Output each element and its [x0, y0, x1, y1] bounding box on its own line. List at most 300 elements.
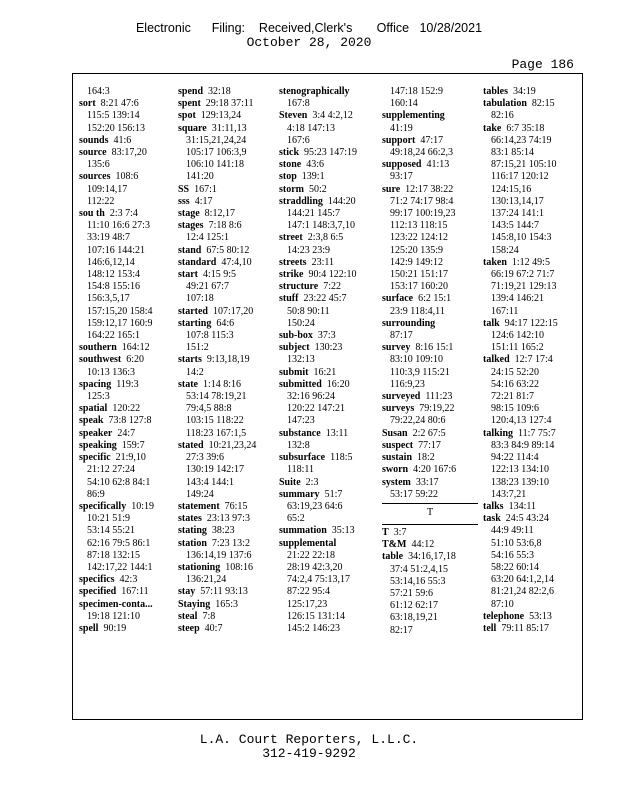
index-entry-continuation: [382, 147, 478, 159]
index-entry-continuation: [483, 415, 579, 427]
index-page-refs: 165:3: [215, 598, 239, 610]
index-entry: [279, 489, 375, 501]
index-page-refs: 32:16 96:24: [287, 391, 336, 403]
index-term: station: [178, 537, 207, 549]
index-entry-continuation: [79, 281, 175, 293]
index-page-refs: 63:18,19,21: [390, 612, 438, 624]
index-page-refs: 98:15 109:6: [491, 403, 540, 415]
index-page-refs: 76:15: [224, 500, 248, 512]
index-page-refs: 57:21 59:6: [390, 587, 434, 599]
index-term: taken: [483, 256, 507, 268]
index-entry: [79, 208, 175, 220]
index-page-refs: 126:15 131:14: [287, 610, 346, 622]
index-entry-continuation: [178, 281, 274, 293]
index-page-refs: 103:15 118:22: [186, 415, 244, 427]
index-page-refs: 71:19,21 129:13: [491, 281, 557, 293]
index-page-refs: 34:19: [513, 86, 536, 97]
index-page-refs: 62:16 79:5 86:1: [87, 537, 151, 549]
index-entry-continuation: [483, 391, 579, 403]
index-page-refs: 63:19,23 64:6: [287, 500, 343, 512]
index-term: stenographically: [279, 86, 350, 97]
index-entry: [178, 123, 274, 135]
index-page-refs: 110:3,9 115:21: [390, 366, 450, 378]
index-entry-continuation: [483, 440, 579, 452]
index-entry: [178, 623, 274, 635]
index-entry: [382, 527, 478, 539]
index-entry-continuation: [382, 625, 478, 637]
index-page-refs: 93:17: [390, 171, 413, 183]
index-page-refs: 123:22 124:12: [390, 232, 449, 244]
index-page-refs: 159:7: [121, 439, 145, 451]
index-entry-continuation: [483, 574, 579, 586]
index-entry-continuation: [382, 588, 478, 600]
index-page-refs: 167:6: [287, 134, 310, 146]
index-term: straddling: [279, 195, 323, 207]
index-page-refs: 134:11: [508, 500, 536, 512]
index-entry-continuation: [382, 232, 478, 244]
index-entry: [178, 586, 274, 598]
index-page-refs: 23:13 97:3: [206, 513, 250, 525]
index-entry: [279, 86, 375, 98]
index-page-refs: 87:10: [491, 598, 514, 610]
index-entry: [279, 330, 375, 342]
index-entry-continuation: [79, 489, 175, 501]
index-entry-continuation: [382, 367, 478, 379]
index-page-refs: 130:19 142:17: [186, 464, 245, 476]
index-page-refs: 159:12,17 160:9: [87, 317, 153, 329]
index-entry: [178, 318, 274, 330]
index-entry-continuation: [79, 293, 175, 305]
index-entry: [279, 452, 375, 464]
index-term: suspect: [382, 439, 414, 451]
index-page-refs: 118:11: [287, 464, 315, 476]
index-term: spatial: [79, 403, 108, 415]
index-page-refs: 139:4 146:21: [491, 293, 545, 305]
index-page-refs: 130:13,14,17: [491, 195, 544, 207]
index-entry-continuation: [178, 574, 274, 586]
index-page-refs: 12:17 38:22: [405, 183, 454, 195]
index-page-refs: 99:17 100:19,23: [390, 208, 456, 220]
index-term: tabulation: [483, 98, 527, 110]
index-page-refs: 167:1: [194, 183, 217, 195]
index-entry-continuation: [279, 391, 375, 403]
index-page-refs: 83:10 109:10: [390, 354, 444, 366]
index-entry-continuation: [79, 245, 175, 257]
index-page-refs: 42:3: [119, 574, 138, 586]
index-page-refs: 4:20 167:6: [413, 464, 457, 476]
index-entry-continuation: [279, 403, 375, 415]
index-entry: [79, 147, 175, 159]
index-entry-continuation: [279, 135, 375, 147]
index-entry: [483, 501, 579, 513]
index-page-refs: 143:7,21: [491, 488, 527, 500]
index-entry: [279, 110, 375, 122]
index-entry-continuation: [178, 171, 274, 183]
index-page-refs: 11:7 75:7: [518, 427, 556, 439]
index-page-refs: 23:11: [311, 256, 334, 268]
index-term: state: [178, 378, 198, 390]
index-entry-continuation: [279, 123, 375, 135]
index-entry: [279, 269, 375, 281]
index-column-2: [178, 86, 274, 635]
index-term: tell: [483, 622, 497, 634]
index-entry-continuation: [483, 281, 579, 293]
index-entry-continuation: [382, 269, 478, 281]
index-entry: [178, 354, 274, 366]
index-entry: [178, 538, 274, 550]
index-term: stages: [178, 220, 204, 232]
index-entry-continuation: [79, 538, 175, 550]
index-entry: [279, 477, 375, 489]
index-page-refs: 64:6: [216, 317, 235, 329]
index-page-refs: 107:18: [186, 293, 214, 305]
index-page-refs: 12:4 125:1: [186, 232, 230, 244]
index-entry-continuation: [279, 574, 375, 586]
index-term: supplemental: [279, 537, 337, 549]
index-page-refs: 21:9,10: [115, 452, 146, 464]
index-page-refs: 10:13 136:3: [87, 366, 136, 378]
index-entry-continuation: [382, 220, 478, 232]
index-entry-continuation: [79, 550, 175, 562]
index-page-refs: 54:10 62:8 84:1: [87, 476, 151, 488]
index-page-refs: 4:17: [194, 195, 213, 207]
index-page-refs: 82:15: [531, 98, 555, 110]
index-term: start: [178, 269, 198, 281]
index-page-refs: 136:14,19 137:6: [186, 549, 252, 561]
index-entry-continuation: [79, 525, 175, 537]
index-page-refs: 31:15,21,24,24: [186, 134, 247, 146]
index-page-refs: 106:10 141:18: [186, 159, 245, 171]
index-entry: [79, 342, 175, 354]
index-entry-continuation: [279, 440, 375, 452]
index-page-refs: 167:11: [121, 586, 149, 598]
index-page-refs: 8:16 15:1: [415, 342, 454, 354]
index-entry-continuation: [483, 599, 579, 611]
index-page-refs: 2:3,8 6:5: [307, 232, 344, 244]
index-entry: [382, 551, 478, 563]
index-term: speak: [79, 415, 104, 427]
index-page-refs: 10:21,23,24: [208, 439, 257, 451]
index-entry-continuation: [382, 98, 478, 110]
index-entry-continuation: [483, 452, 579, 464]
index-entry-continuation: [483, 220, 579, 232]
index-entry-continuation: [483, 293, 579, 305]
index-term: support: [382, 134, 416, 146]
index-page-refs: 47:4,10: [221, 256, 252, 268]
index-column-3: [279, 86, 375, 635]
index-term: Staying: [178, 598, 211, 610]
index-page-refs: 94:22 114:4: [491, 452, 539, 464]
index-entry-continuation: [178, 391, 274, 403]
index-page-refs: 141:20: [186, 171, 214, 183]
index-entry-continuation: [79, 123, 175, 135]
index-entry-continuation: [483, 208, 579, 220]
index-page-refs: 41:19: [390, 122, 413, 134]
index-page-refs: 34:16,17,18: [408, 551, 456, 563]
index-page-refs: 167:8: [287, 98, 310, 110]
index-page-refs: 112:22: [87, 195, 115, 207]
index-entry-continuation: [382, 306, 478, 318]
index-entry-continuation: [79, 318, 175, 330]
index-entry-continuation: [178, 415, 274, 427]
index-entry-continuation: [483, 184, 579, 196]
index-page-refs: 87:17: [390, 330, 413, 342]
index-term: speaker: [79, 427, 113, 439]
index-page-refs: 95:23 147:19: [304, 147, 358, 159]
index-entry-continuation: [382, 196, 478, 208]
index-page-refs: 154:8 155:16: [87, 281, 141, 293]
index-page-refs: 50:2: [309, 183, 327, 195]
index-term: telephone: [483, 610, 525, 622]
index-entry-continuation: [279, 306, 375, 318]
index-entry-continuation: [483, 525, 579, 537]
index-entry-continuation: [483, 403, 579, 415]
index-entry-continuation: [382, 415, 478, 427]
index-entry: [279, 196, 375, 208]
index-page-refs: 148:12 153:4: [87, 269, 141, 281]
index-page-refs: 74:2,4 75:13,17: [287, 574, 351, 586]
index-entry: [79, 415, 175, 427]
index-entry-continuation: [79, 611, 175, 623]
index-term: statement: [178, 500, 220, 512]
index-entry: [382, 293, 478, 305]
index-page-refs: 40:7: [204, 622, 223, 634]
transcript-date: October 28, 2020: [246, 35, 372, 50]
index-page-refs: 37:3: [317, 330, 336, 342]
index-entry-continuation: [79, 306, 175, 318]
index-entry-continuation: [178, 452, 274, 464]
index-page-refs: 107:8 115:3: [186, 330, 234, 342]
index-entry-continuation: [483, 367, 579, 379]
index-page-refs: 118:5: [330, 452, 353, 464]
index-term: specified: [79, 586, 117, 598]
index-entry: [483, 257, 579, 269]
index-page-refs: 108:16: [225, 561, 254, 573]
index-page-refs: 125:3: [87, 391, 110, 403]
index-page-refs: 7:22: [323, 281, 342, 293]
index-page-refs: 66:19 67:2 71:7: [491, 269, 555, 281]
index-page-refs: 90:4 122:10: [308, 269, 357, 281]
index-page-refs: 142:17,22 144:1: [87, 561, 153, 573]
index-entry-continuation: [382, 86, 478, 98]
index-page-refs: 124:15,16: [491, 183, 532, 195]
index-term: sub-box: [279, 330, 313, 342]
index-term: submit: [279, 366, 309, 378]
index-page-refs: 158:24: [491, 244, 519, 256]
reporter-phone: 312-419-9292: [262, 746, 356, 761]
index-entry-continuation: [279, 599, 375, 611]
index-page-refs: 164:3: [87, 86, 110, 97]
index-page-refs: 120:4,13 127:4: [491, 415, 552, 427]
index-entry: [279, 257, 375, 269]
index-page-refs: 90:19: [103, 622, 127, 634]
index-term: submitted: [279, 378, 322, 390]
index-page-refs: 63:20 64:1,2,14: [491, 574, 555, 586]
index-page-refs: 51:10 53:6,8: [491, 537, 542, 549]
index-page-refs: 14:2: [186, 366, 204, 378]
index-page-refs: 9:13,18,19: [206, 354, 250, 366]
index-entry-continuation: [279, 562, 375, 574]
index-entry: [79, 428, 175, 440]
index-page-refs: 94:17 122:15: [504, 317, 558, 329]
index-term: summary: [279, 488, 320, 500]
index-entry-continuation: [178, 464, 274, 476]
index-entry: [178, 440, 274, 452]
index-page-refs: 67:5 80:12: [206, 244, 250, 256]
index-page-refs: 115:5 139:14: [87, 110, 140, 122]
index-entry-continuation: [483, 245, 579, 257]
index-entry-continuation: [79, 330, 175, 342]
index-entry-continuation: [483, 464, 579, 476]
index-entry-continuation: [382, 379, 478, 391]
index-page-refs: 49:18,24 66:2,3: [390, 147, 454, 159]
index-entry: [178, 306, 274, 318]
index-entry: [279, 159, 375, 171]
index-entry-continuation: [483, 147, 579, 159]
page-footer: [0, 733, 618, 761]
index-entry-continuation: [483, 269, 579, 281]
index-entry: [382, 318, 478, 330]
index-entry-continuation: [79, 391, 175, 403]
index-page-refs: 147:1 148:3,7,10: [287, 220, 356, 232]
index-term: supplementing: [382, 110, 445, 122]
index-page-refs: 83:17,20: [111, 147, 147, 159]
index-entry: [279, 232, 375, 244]
index-entry-continuation: [279, 611, 375, 623]
index-page-refs: 1:14 8:16: [203, 378, 242, 390]
index-term: streets: [279, 256, 307, 268]
index-page-refs: 41:13: [426, 159, 450, 171]
index-entry: [382, 135, 478, 147]
index-page-refs: 33:17: [415, 476, 439, 488]
index-page-refs: 144:21 145:7: [287, 208, 341, 220]
index-entry-continuation: [483, 110, 579, 122]
index-page-refs: 152:20 156:13: [87, 122, 146, 134]
index-entry: [178, 501, 274, 513]
index-term: table: [382, 551, 404, 563]
index-term: spot: [178, 110, 196, 122]
index-page-refs: 7:23 13:2: [211, 537, 250, 549]
index-term: Steven: [279, 110, 308, 122]
index-page-refs: 73:8 127:8: [108, 415, 152, 427]
index-term: tables: [483, 86, 508, 97]
index-page-refs: 83:3 84:9 89:14: [491, 439, 555, 451]
index-page-refs: 37:4 51:2,4,15: [390, 563, 449, 575]
index-entry-continuation: [79, 513, 175, 525]
index-entry: [79, 599, 175, 611]
index-page-refs: 120:22 147:21: [287, 403, 346, 415]
index-page-refs: 87:22 95:4: [287, 586, 331, 598]
index-page-refs: 87:18 132:15: [87, 549, 141, 561]
index-page-refs: 145:2 146:23: [287, 622, 341, 634]
index-term: sustain: [382, 452, 413, 464]
index-entry-continuation: [483, 135, 579, 147]
index-entry: [382, 539, 478, 551]
index-entry: [382, 159, 478, 171]
index-page-refs: 79:22,24 80:6: [390, 415, 446, 427]
index-page-refs: 50:8 90:11: [287, 305, 330, 317]
index-entry: [279, 428, 375, 440]
index-entry-continuation: [483, 159, 579, 171]
index-entry-continuation: [382, 123, 478, 135]
index-page-refs: 156:3,5,17: [87, 293, 130, 305]
index-entry-continuation: [79, 367, 175, 379]
index-term: speaking: [79, 439, 117, 451]
index-page-refs: 54:16 63:22: [491, 378, 540, 390]
index-page-refs: 7:8: [202, 610, 216, 622]
index-entry-continuation: [483, 586, 579, 598]
index-entry: [279, 184, 375, 196]
index-entry-continuation: [178, 293, 274, 305]
index-page-refs: 79:11 85:17: [501, 622, 550, 634]
index-page-refs: 6:2 15:1: [418, 293, 452, 305]
index-entry-continuation: [483, 196, 579, 208]
index-page-refs: 105:17 106:3,9: [186, 147, 247, 159]
index-page-refs: 107:17,20: [213, 305, 254, 317]
index-page-refs: 43:6: [306, 159, 325, 171]
index-entry-continuation: [279, 208, 375, 220]
index-page-refs: 11:10 16:6 27:3: [87, 220, 150, 232]
index-entry-continuation: [483, 489, 579, 501]
index-entry-continuation: [483, 538, 579, 550]
index-term: SS: [178, 183, 190, 195]
index-page-refs: 51:7: [324, 488, 343, 500]
index-term: subsurface: [279, 452, 326, 464]
index-entry-continuation: [382, 257, 478, 269]
index-entry-continuation: [178, 550, 274, 562]
index-entry: [178, 562, 274, 574]
index-entry-continuation: [279, 586, 375, 598]
index-page-refs: 14:23 23:9: [287, 244, 331, 256]
index-entry: [382, 342, 478, 354]
index-entry: [483, 86, 579, 98]
index-page-refs: 12:7 17:4: [514, 354, 553, 366]
index-page-refs: 58:22 60:14: [491, 561, 540, 573]
index-entry: [178, 513, 274, 525]
index-entry: [79, 135, 175, 147]
index-term: source: [79, 147, 107, 159]
index-term: stop: [279, 171, 297, 183]
index-page-refs: 82:16: [491, 110, 514, 122]
index-entry: [279, 342, 375, 354]
index-term: stand: [178, 244, 202, 256]
index-term: stone: [279, 159, 302, 171]
index-page-refs: 147:18 152:9: [390, 86, 444, 97]
index-page-refs: 8:12,17: [204, 208, 235, 220]
index-entry-continuation: [178, 135, 274, 147]
index-entry-continuation: [279, 318, 375, 330]
index-entry: [279, 171, 375, 183]
index-entry-continuation: [279, 220, 375, 232]
index-term: specifics: [79, 574, 115, 586]
index-page-refs: 3:4 4:2,12: [312, 110, 353, 122]
index-page-refs: 28:19 42:3,20: [287, 561, 343, 573]
index-entry: [483, 513, 579, 525]
index-entry: [382, 428, 478, 440]
index-entry: [79, 623, 175, 635]
index-entry-continuation: [79, 110, 175, 122]
index-page-refs: 71:2 74:17 98:4: [390, 195, 454, 207]
index-term: specifically: [79, 500, 127, 512]
index-page-refs: 112:13 118:15: [390, 220, 448, 232]
index-term: southwest: [79, 354, 122, 366]
index-entry-continuation: [178, 342, 274, 354]
index-term: sources: [79, 171, 111, 183]
index-entry-continuation: [79, 269, 175, 281]
index-entry-continuation: [279, 550, 375, 562]
index-page-refs: 151:2: [186, 342, 209, 354]
index-page-refs: 147:23: [287, 415, 315, 427]
